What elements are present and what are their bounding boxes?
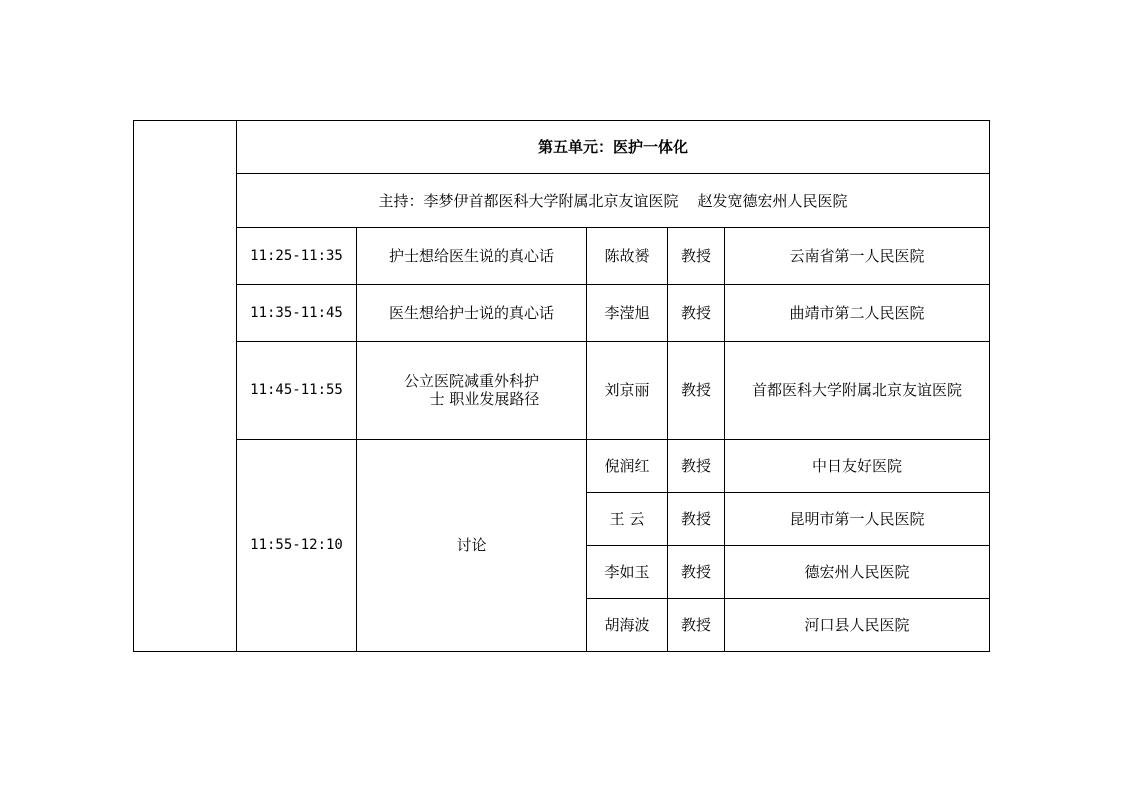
speaker-cell: 倪润红 [587,439,668,492]
affiliation-cell: 云南省第一人民医院 [725,228,990,285]
schedule-table [133,120,990,652]
speaker-cell: 胡海波 [587,598,668,651]
speaker-cell: 李滢旭 [587,285,668,342]
affiliation-cell: 昆明市第一人民医院 [725,492,990,545]
speaker-cell: 李如玉 [587,545,668,598]
title-cell: 教授 [668,492,725,545]
affiliation-cell: 中日友好医院 [725,439,990,492]
title-cell: 教授 [668,598,725,651]
topic-cell: 医生想给护士说的真心话 [357,285,587,342]
left-margin-cell [134,121,237,652]
affiliation-cell: 首都医科大学附属北京友谊医院 [725,342,990,439]
discussion-time-cell: 11:55-12:10 [237,439,357,651]
discussion-topic-cell: 讨论 [357,439,587,651]
time-cell: 11:25-11:35 [237,228,357,285]
host-line: 主持：李梦伊首都医科大学附属北京友谊医院 赵发宽德宏州人民医院 [237,174,990,228]
title-cell: 教授 [668,439,725,492]
speaker-cell: 陈故赟 [587,228,668,285]
title-cell: 教授 [668,228,725,285]
title-cell: 教授 [668,342,725,439]
title-cell: 教授 [668,285,725,342]
affiliation-cell: 曲靖市第二人民医院 [725,285,990,342]
time-cell: 11:45-11:55 [237,342,357,439]
speaker-cell: 王 云 [587,492,668,545]
unit-title: 第五单元：医护一体化 [237,121,990,174]
speaker-cell: 刘京丽 [587,342,668,439]
table-row [134,342,990,439]
time-cell: 11:35-11:45 [237,285,357,342]
topic-cell: 护士想给医生说的真心话 [357,228,587,285]
topic-cell [357,342,587,439]
title-cell: 教授 [668,545,725,598]
table-row [134,285,990,342]
topic-line-1: 公立医院减重外科护 [403,372,539,391]
affiliation-cell: 德宏州人民医院 [725,545,990,598]
topic-line-2: 士 职业发展路径 [429,390,540,409]
table-row [134,228,990,285]
table-row [134,439,990,492]
affiliation-cell: 河口县人民医院 [725,598,990,651]
